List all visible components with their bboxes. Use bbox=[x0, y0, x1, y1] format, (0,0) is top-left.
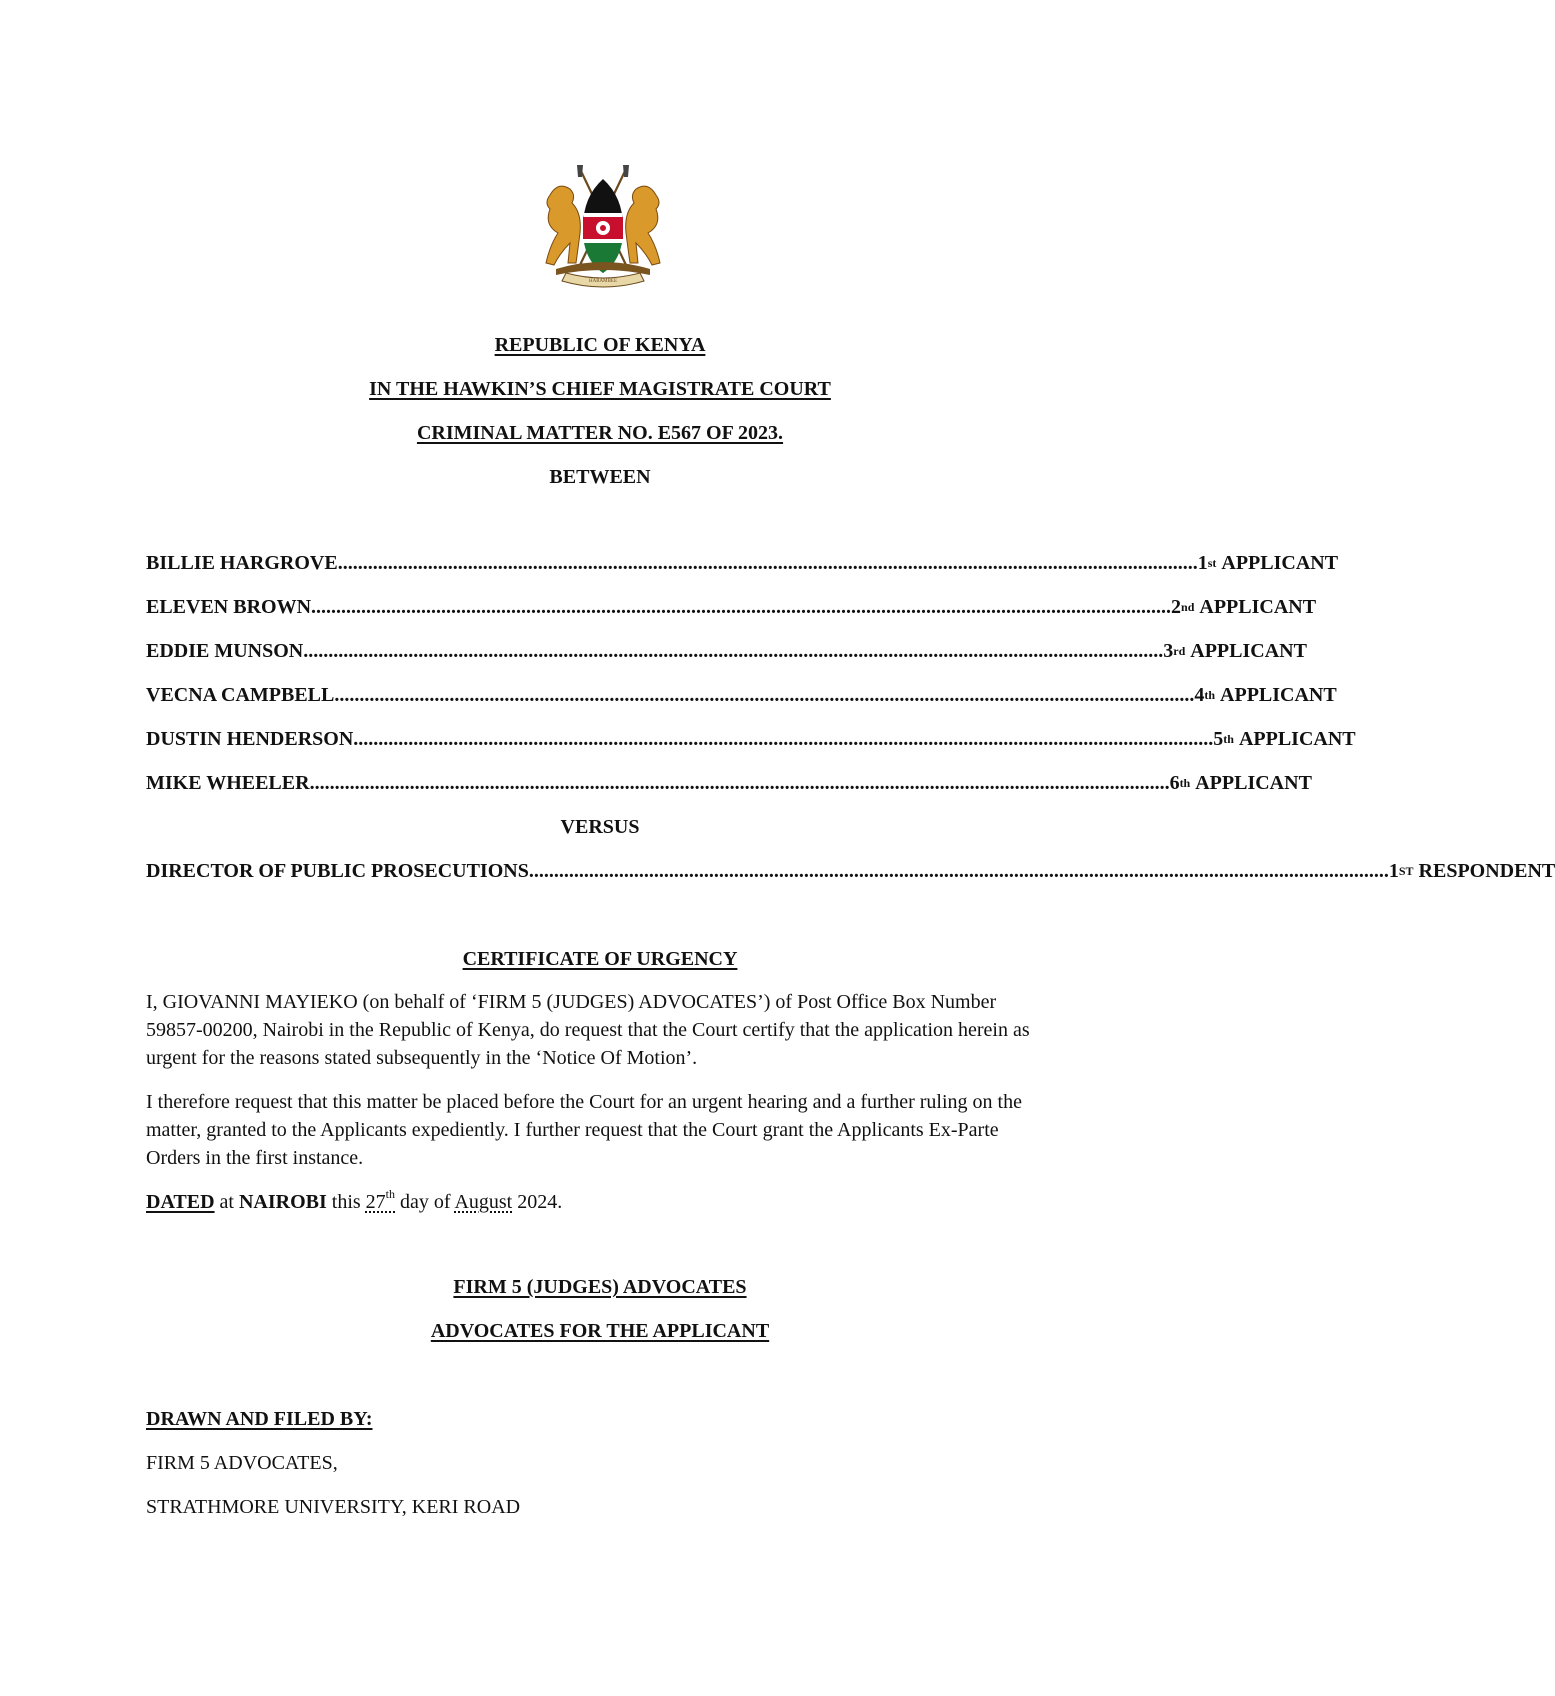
applicant-ordinal: 5 bbox=[1213, 728, 1224, 750]
dated-line bbox=[146, 1188, 1046, 1216]
respondent-row: DIRECTOR OF PUBLIC PROSECUTIONS ............................................................................................................................................................................ 1 $^{ST}$ RESPONDENT bbox=[146, 860, 1555, 882]
leader-dots: ............................................................................................................................................................................ bbox=[309, 772, 1170, 794]
applicant-role: APPLICANT bbox=[1220, 684, 1337, 706]
dated-day-number: 27 bbox=[365, 1191, 386, 1213]
address-line-1: FIRM 5 ADVOCATES, bbox=[146, 1452, 338, 1474]
court-heading-text: IN THE HAWKIN’S CHIEF MAGISTRATE COURT bbox=[369, 378, 831, 400]
applicant-role: APPLICANT bbox=[1195, 772, 1312, 794]
dated-day-of: day of bbox=[395, 1191, 455, 1213]
leader-dots: ............................................................................................................................................................................ bbox=[311, 596, 1172, 618]
certificate-paragraph-2: I therefore request that this matter be placed before the Court for an urgent hearing and a further ruling on the matter, granted to the Applicants expediently. I further request that the Court grant the Applicants Ex-Parte Orders in the first instance. bbox=[146, 1091, 1022, 1169]
respondent-name: DIRECTOR OF PUBLIC PROSECUTIONS bbox=[146, 860, 529, 882]
applicant-role: APPLICANT bbox=[1199, 596, 1317, 618]
leader-dots: ............................................................................................................................................................................ bbox=[334, 684, 1195, 706]
kenya-coat-of-arms-icon bbox=[542, 165, 664, 290]
leader-dots: ............................................................................................................................................................................ bbox=[353, 728, 1214, 750]
applicant-name: DUSTIN HENDERSON bbox=[146, 728, 354, 750]
respondent-ordinal: 1 bbox=[1388, 860, 1399, 882]
dated-day-suffix: th bbox=[385, 1187, 396, 1202]
matter-heading bbox=[0, 420, 1200, 446]
matter-heading-text: CRIMINAL MATTER NO. E567 OF 2023. bbox=[416, 422, 784, 444]
applicant-row: BILLIE HARGROVE ............................................................................................................................................................................ 1 $^{st}$ APPLICANT bbox=[146, 552, 1339, 574]
versus-heading bbox=[0, 814, 1200, 840]
between-heading bbox=[0, 464, 1200, 490]
between-text: BETWEEN bbox=[549, 466, 651, 488]
certificate-paragraph-1: I, GIOVANNI MAYIEKO (on behalf of ‘FIRM 5 (JUDGES) ADVOCATES’) of Post Office Box Number 59857-00200, Nairobi in the Republic of Kenya, do request that the Court certify that the application herein as urgent for the reasons stated subsequently in the ‘Notice Of Motion’. bbox=[146, 991, 1030, 1069]
certificate-title-text: CERTIFICATE OF URGENCY bbox=[462, 948, 738, 970]
dated-year: 2024. bbox=[512, 1191, 563, 1213]
republic-heading bbox=[0, 332, 1200, 358]
applicant-row: ELEVEN BROWN ............................................................................................................................................................................ 2 $^{nd}$ APPLICANT bbox=[146, 596, 1317, 618]
leader-dots: ............................................................................................................................................................................ bbox=[337, 552, 1198, 574]
applicant-name: VECNA CAMPBELL bbox=[146, 684, 335, 706]
applicant-name: MIKE WHEELER bbox=[146, 772, 310, 794]
applicant-role: APPLICANT bbox=[1238, 728, 1356, 750]
dated-word: DATED bbox=[146, 1191, 215, 1213]
applicant-name: ELEVEN BROWN bbox=[146, 596, 312, 618]
applicant-name: EDDIE MUNSON bbox=[146, 640, 304, 662]
applicant-row: DUSTIN HENDERSON ............................................................................................................................................................................ 5 $^{th}$ APPLICANT bbox=[146, 728, 1356, 750]
certificate-title bbox=[0, 946, 1200, 972]
advocates-for-heading bbox=[0, 1318, 1200, 1344]
applicant-row: MIKE WHEELER ............................................................................................................................................................................ 6 $^{th}$ APPLICANT bbox=[146, 772, 1312, 794]
dated-this: this bbox=[326, 1191, 366, 1213]
dated-month: August bbox=[454, 1191, 513, 1213]
dated-day bbox=[365, 1187, 396, 1213]
firm-heading bbox=[0, 1274, 1200, 1300]
svg-text:HARAMBEE: HARAMBEE bbox=[588, 279, 618, 284]
drawn-by-text: DRAWN AND FILED BY: bbox=[146, 1408, 373, 1430]
versus-text: VERSUS bbox=[560, 816, 640, 838]
drawn-by-heading bbox=[146, 1406, 373, 1432]
advocates-for-text: ADVOCATES FOR THE APPLICANT bbox=[430, 1320, 770, 1342]
republic-heading-text: REPUBLIC OF KENYA bbox=[494, 334, 706, 356]
dated-place: NAIROBI bbox=[238, 1191, 327, 1213]
leader-dots: ............................................................................................................................................................................ bbox=[528, 860, 1389, 882]
dated-at: at bbox=[214, 1191, 239, 1213]
court-heading bbox=[0, 376, 1200, 402]
respondent-role: RESPONDENT bbox=[1418, 860, 1555, 882]
applicant-ordinal: 3 bbox=[1163, 640, 1174, 662]
address-line-2: STRATHMORE UNIVERSITY, KERI ROAD bbox=[146, 1496, 521, 1518]
applicant-ordinal: 4 bbox=[1194, 684, 1205, 706]
applicant-ordinal: 6 bbox=[1169, 772, 1180, 794]
applicant-row: EDDIE MUNSON ............................................................................................................................................................................ 3 $^{rd}$ APPLICANT bbox=[146, 640, 1307, 662]
applicant-ordinal: 2 bbox=[1171, 596, 1182, 618]
applicant-role: APPLICANT bbox=[1190, 640, 1307, 662]
applicant-row: VECNA CAMPBELL ............................................................................................................................................................................ 4 $^{th}$ APPLICANT bbox=[146, 684, 1337, 706]
applicant-role: APPLICANT bbox=[1221, 552, 1339, 574]
applicant-name: BILLIE HARGROVE bbox=[146, 552, 338, 574]
leader-dots: ............................................................................................................................................................................ bbox=[303, 640, 1164, 662]
firm-heading-text: FIRM 5 (JUDGES) ADVOCATES bbox=[453, 1276, 747, 1298]
applicant-ordinal: 1 bbox=[1197, 552, 1208, 574]
